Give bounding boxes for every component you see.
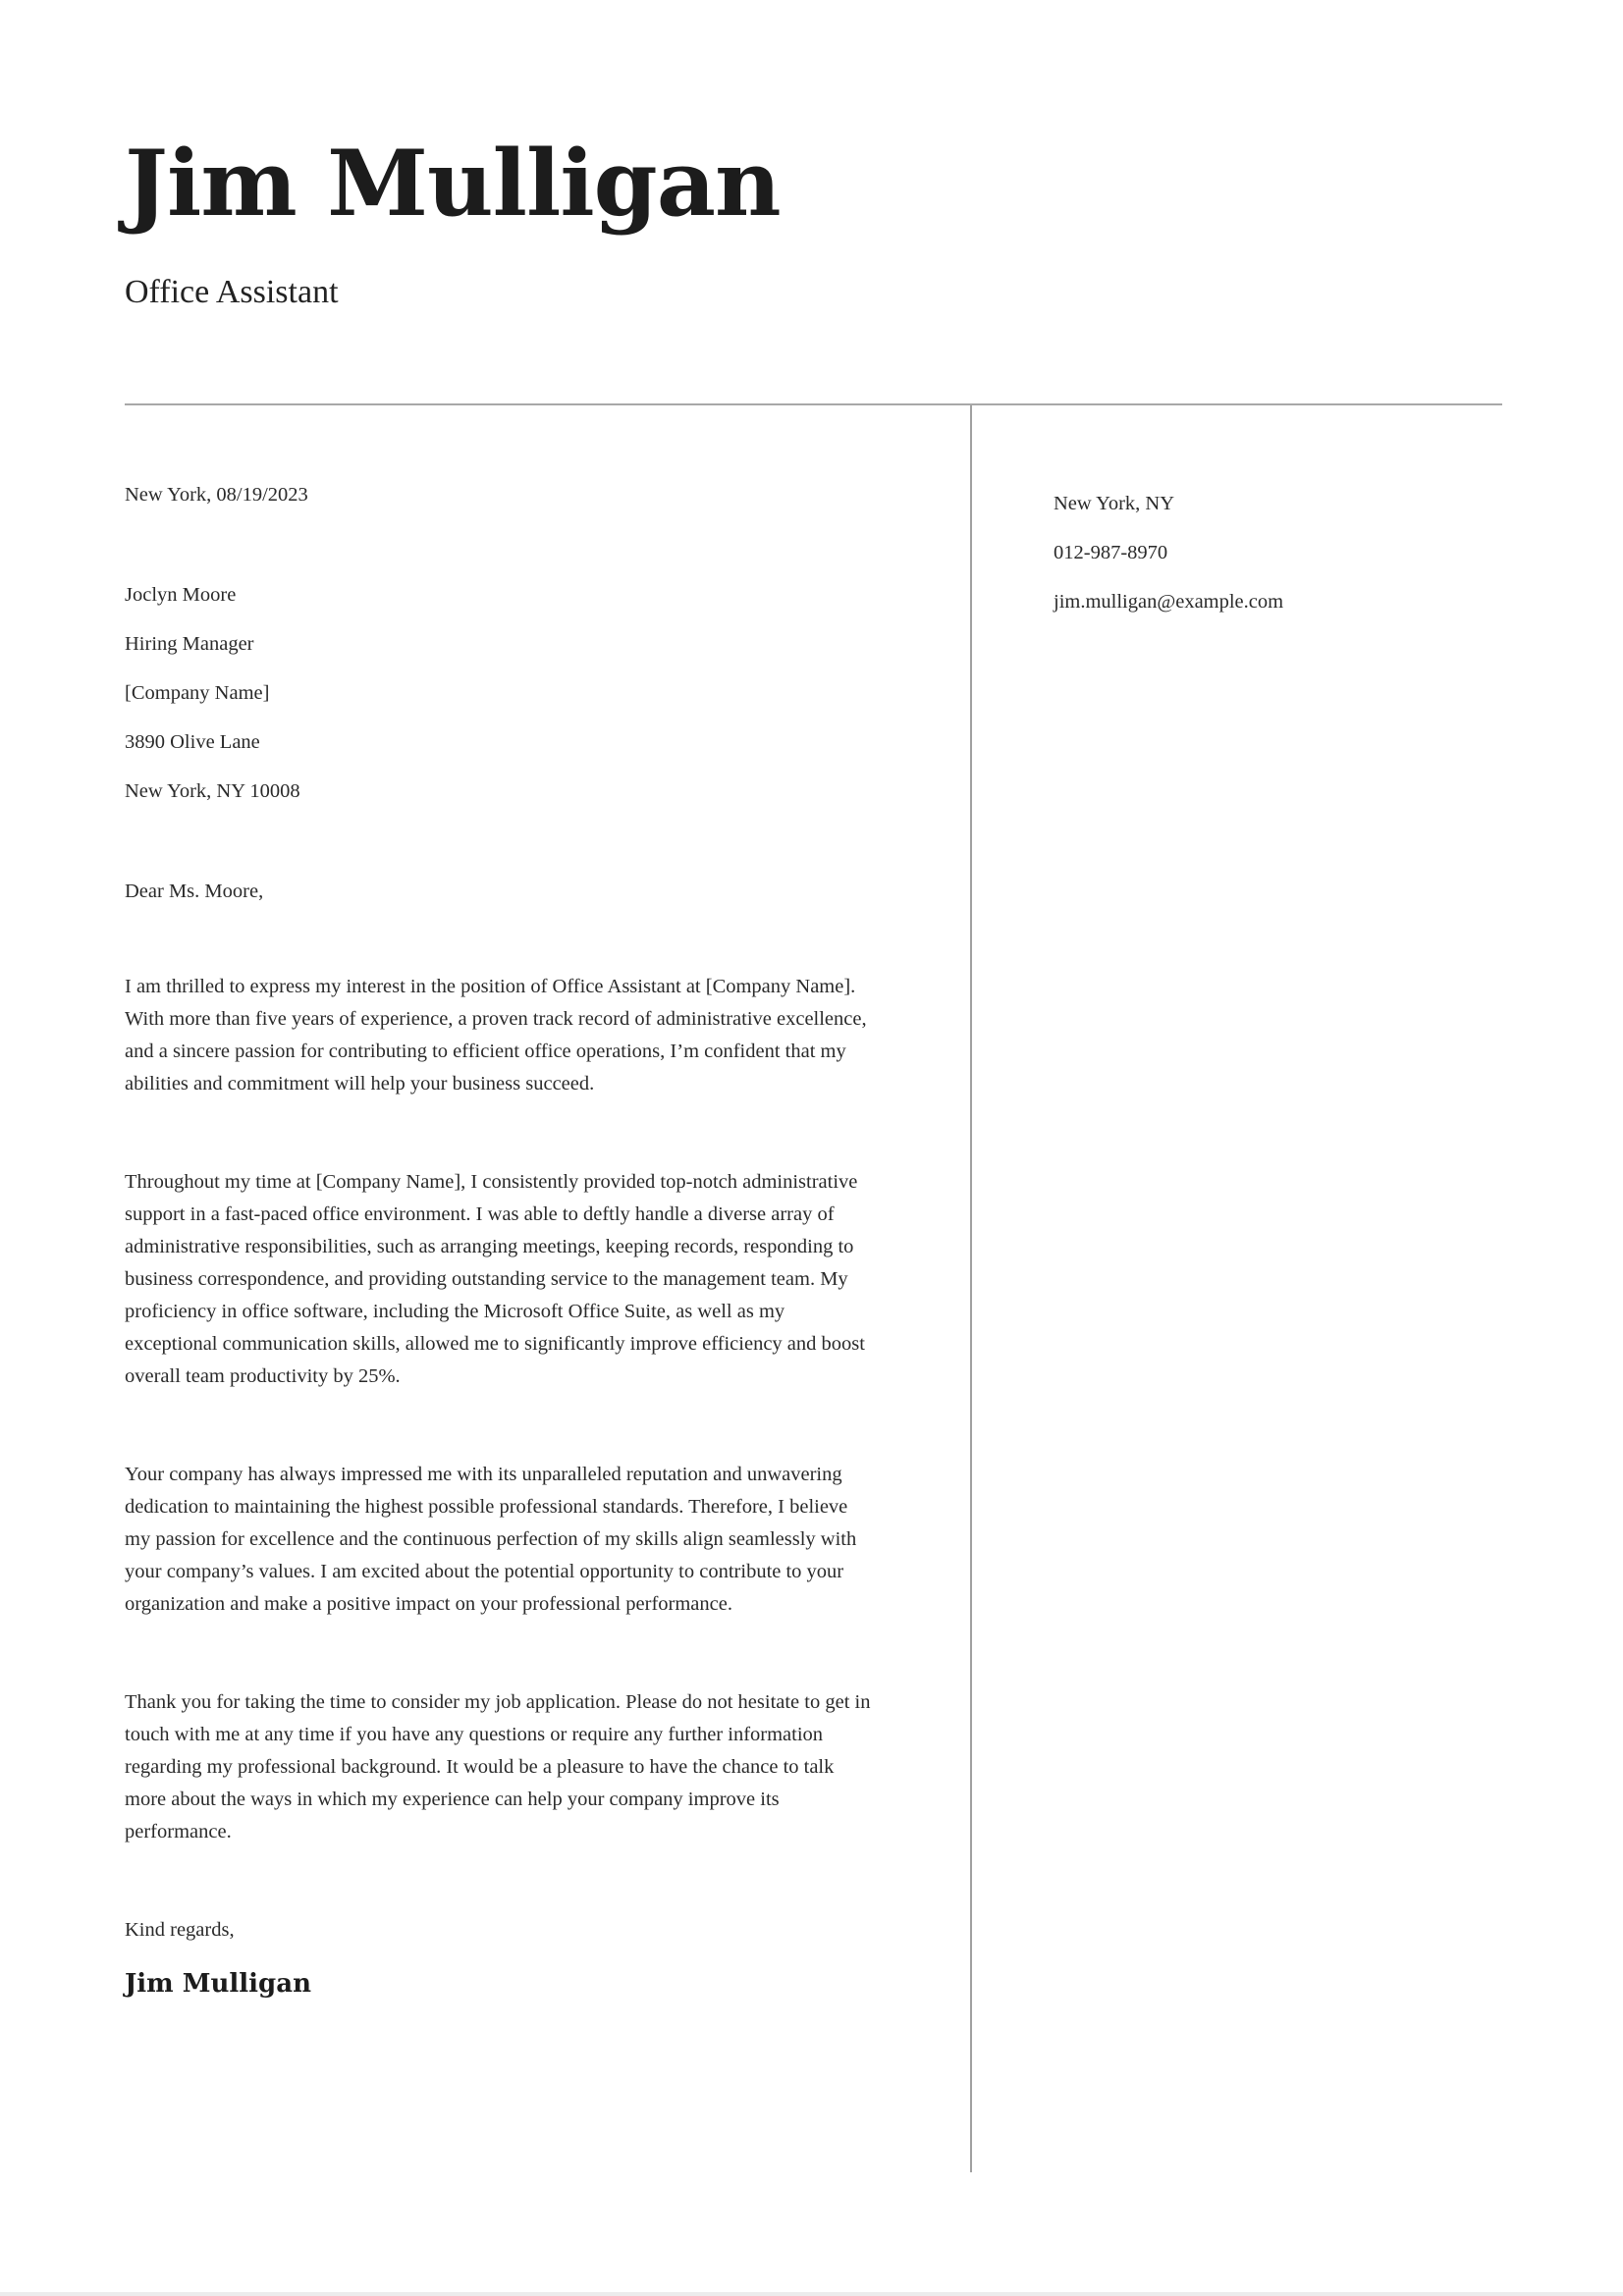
closing-line: Kind regards,: [125, 1918, 235, 1941]
body-paragraph-2: Throughout my time at [Company Name], I consistently provided top-notch administrative support in a fast-paced office environment. I was able to deftly handle a diverse array of administrative responsibilities, such as arranging meetings, keeping records, responding to business correspondence, and providing outstanding service to the management team. My proficiency in office software, including the Microsoft Office Suite, as well as my exceptional communication skills, allowed me to significantly improve efficiency and boost overall team productivity by 25%.: [125, 1170, 865, 1387]
page-bottom-edge: [0, 2292, 1623, 2296]
letter-main-column: [125, 405, 970, 2001]
recipient-role: Hiring Manager: [125, 632, 254, 655]
page-title: Jim Mulligan: [125, 130, 781, 237]
column-divider: [970, 405, 972, 2172]
salutation: Dear Ms. Moore,: [125, 880, 264, 902]
letter-date: New York, 08/19/2023: [125, 483, 308, 506]
contact-column: [972, 405, 1502, 635]
recipient-street: 3890 Olive Lane: [125, 730, 260, 753]
letter-body: [125, 405, 1502, 2172]
contact-email: jim.mulligan@example.com: [1054, 590, 1284, 613]
body-paragraph-4: Thank you for taking the time to consider my job application. Please do not hesitate to get in touch with me at any time if you have any questions or require any further information regarding my professional background. It would be a pleasure to have the chance to talk more about the ways in which my experience can help your company improve its performance.: [125, 1690, 871, 1842]
body-paragraph-1: I am thrilled to express my interest in the position of Office Assistant at [Company Name]. With more than five years of experience, a proven track record of administrative excellence, and a sincere passion for contributing to efficient office operations, I’m confident that my abilities and commitment will help your business succeed.: [125, 975, 867, 1095]
recipient-name: Joclyn Moore: [125, 583, 237, 606]
recipient-city: New York, NY 10008: [125, 779, 300, 802]
recipient-company: [Company Name]: [125, 681, 270, 704]
page-subtitle: Office Assistant: [125, 274, 339, 310]
contact-phone: 012-987-8970: [1054, 541, 1168, 563]
body-paragraph-3: Your company has always impressed me with its unparalleled reputation and unwavering dedication to maintaining the highest possible professional standards. Therefore, I believe my passion for excellence and the continuous perfection of my skills align seamlessly with your company’s values. I am excited about the potential opportunity to contribute to your organization and make a positive impact on your professional performance.: [125, 1463, 857, 1615]
contact-location: New York, NY: [1054, 492, 1175, 514]
letter-header: [0, 0, 1623, 313]
signature-name: Jim Mulligan: [125, 1968, 311, 1999]
